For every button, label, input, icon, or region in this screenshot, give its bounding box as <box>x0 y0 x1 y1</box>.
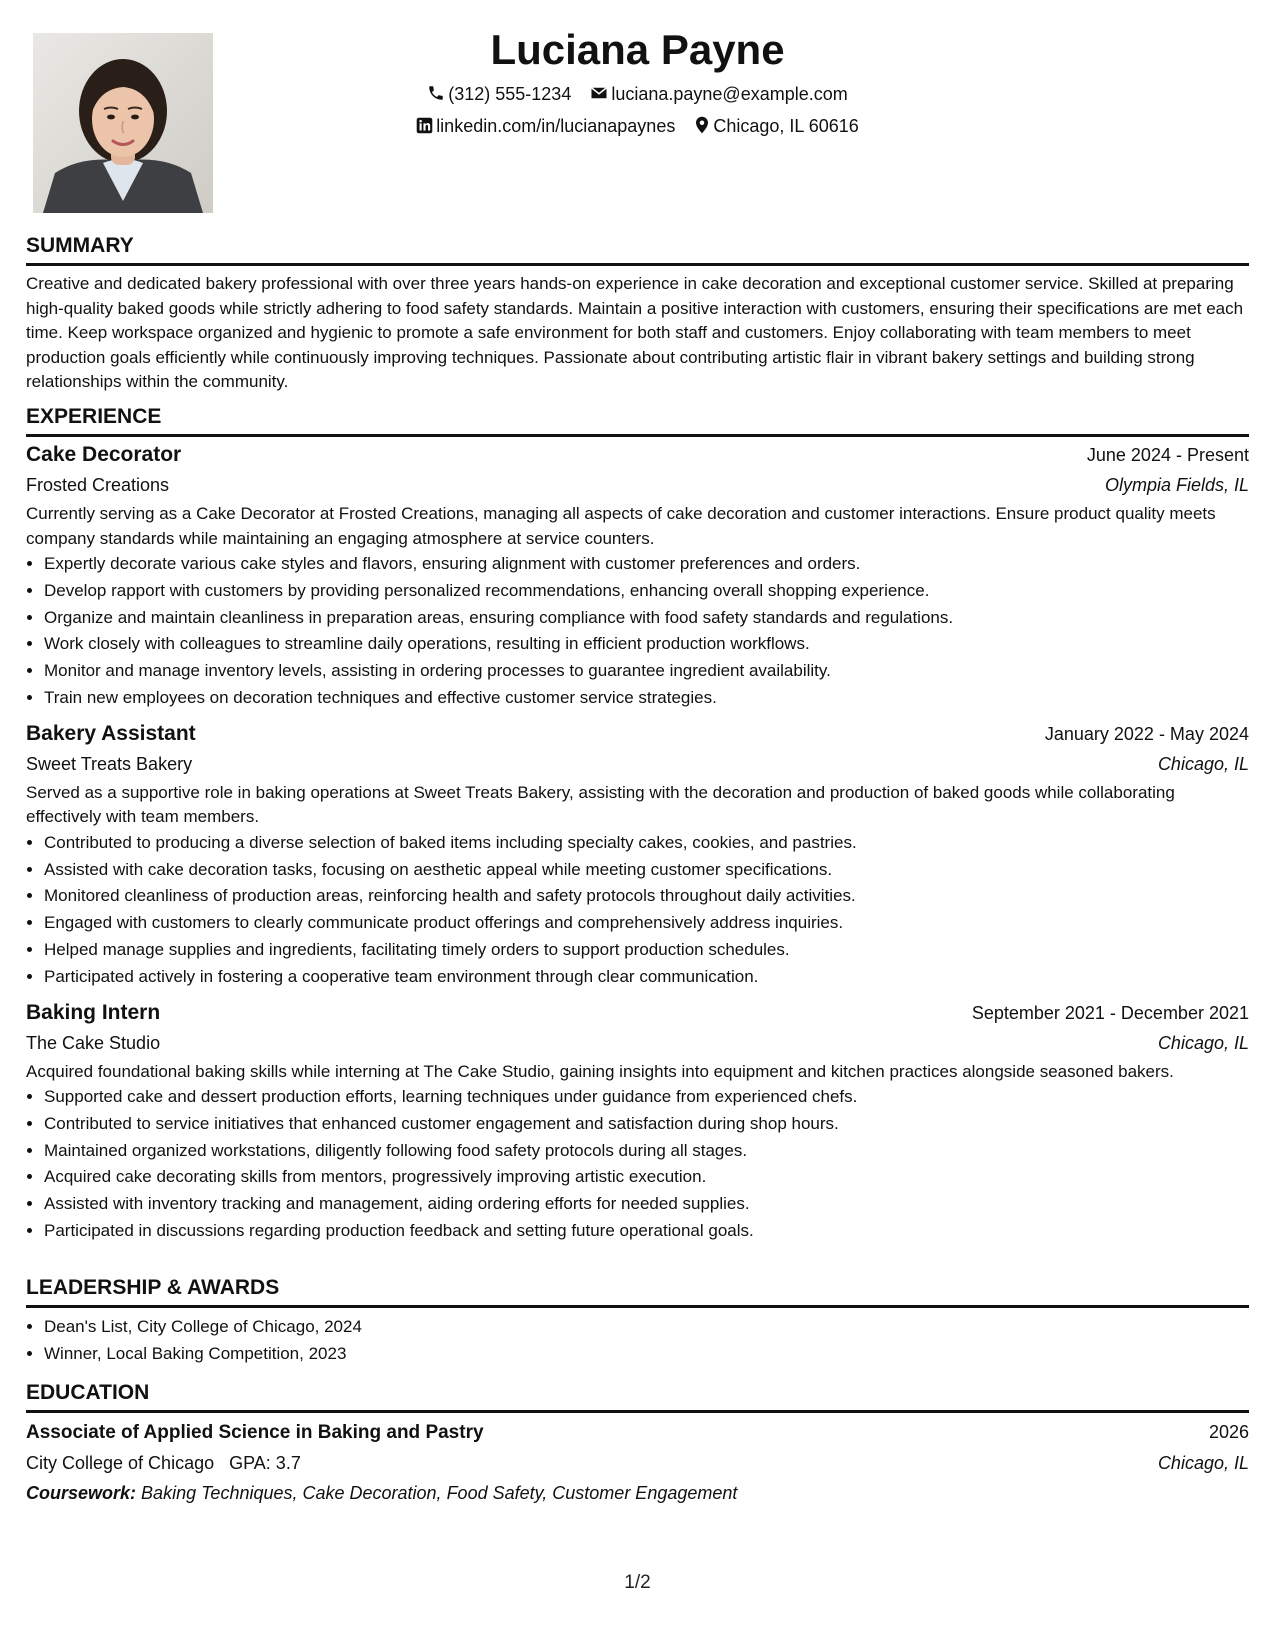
job-bullet: • Acquired cake decorating skills from mentors, progressively improving artistic execution. <box>44 1164 1249 1191</box>
awards-section <box>26 1275 1249 1368</box>
job-bullet: • Assisted with cake decoration tasks, focusing on aesthetic appeal while meeting customer specifications. <box>44 857 1249 884</box>
job-list <box>26 440 1249 1245</box>
job-bullets <box>26 1084 1249 1245</box>
job-header-row <box>26 719 1249 749</box>
job-bullet: • Develop rapport with customers by providing personalized recommendations, enhancing overall shopping experience. <box>44 578 1249 605</box>
school-name: City College of Chicago <box>26 1453 215 1473</box>
job-bullet: • Monitored cleanliness of production areas, reinforcing health and safety protocols throughout daily activities. <box>44 883 1249 910</box>
job-location: Chicago, IL <box>1157 753 1249 774</box>
experience-heading: EXPERIENCE <box>26 404 1249 437</box>
education-row-1 <box>26 1417 1249 1448</box>
job-dates: June 2024 - Present <box>1086 445 1249 465</box>
resume-page <box>26 0 1249 1650</box>
education-heading: EDUCATION <box>26 1380 1249 1413</box>
map-pin-icon <box>694 116 710 134</box>
job-header-row <box>26 998 1249 1028</box>
job-entry <box>26 440 1249 712</box>
job-bullet: • Organize and maintain cleanliness in preparation areas, ensuring compliance with food safety standards and regulations. <box>44 605 1249 632</box>
job-bullets <box>26 830 1249 991</box>
contact-email <box>590 78 847 110</box>
job-bullet: • Participated in discussions regarding production feedback and setting future operational goals. <box>44 1218 1249 1245</box>
awards-list <box>26 1314 1249 1368</box>
job-bullet: • Participated actively in fostering a cooperative team environment through clear communication. <box>44 964 1249 991</box>
job-location: Chicago, IL <box>1157 1032 1249 1053</box>
job-company-row <box>26 470 1249 500</box>
email-link[interactable]: luciana.payne@example.com <box>611 84 848 104</box>
job-entry <box>26 998 1249 1245</box>
job-dates: January 2022 - May 2024 <box>1044 723 1249 744</box>
job-description: Acquired foundational baking skills while interning at The Cake Studio, gaining insights into equipment and kitchen practices alongside seasoned bakers. <box>26 1061 1174 1081</box>
coursework-text: Baking Techniques, Cake Decoration, Food Safety, Customer Engagement <box>141 1483 738 1503</box>
envelope-icon <box>590 84 608 102</box>
job-company-row <box>26 1028 1249 1058</box>
summary-section <box>26 233 1249 395</box>
phone-icon <box>427 84 445 102</box>
job-bullets <box>26 551 1249 712</box>
job-bullet: • Supported cake and dessert production efforts, learning techniques under guidance from experienced chefs. <box>44 1084 1249 1111</box>
job-bullet: • Contributed to service initiatives that enhanced customer engagement and satisfaction during shop hours. <box>44 1111 1249 1138</box>
job-bullet: • Contributed to producing a diverse selection of baked items including specialty cakes, cookies, and pastries. <box>44 830 1249 857</box>
job-location: Olympia Fields, IL <box>1104 475 1249 495</box>
company-name: The Cake Studio <box>26 1032 161 1053</box>
coursework-label: Coursework: <box>26 1483 137 1503</box>
contact-phone <box>427 78 571 110</box>
coursework-line <box>26 1478 1249 1508</box>
job-bullet: • Maintained organized workstations, diligently following food safety protocols during all stages. <box>44 1138 1249 1165</box>
graduation-year: 2026 <box>1208 1422 1249 1442</box>
education-row-2 <box>26 1448 1249 1478</box>
job-bullet: • Train new employees on decoration techniques and effective customer service strategies. <box>44 685 1249 712</box>
school-info <box>26 1448 301 1478</box>
job-company-row <box>26 749 1249 779</box>
job-bullet: • Engaged with customers to clearly communicate product offerings and comprehensively address inquiries. <box>44 910 1249 937</box>
experience-section <box>26 404 1249 1252</box>
job-bullet: • Expertly decorate various cake styles and flavors, ensuring alignment with customer preferences and orders. <box>44 551 1249 578</box>
job-header-row <box>26 440 1249 470</box>
contact-linkedin <box>416 110 675 142</box>
contact-line-2 <box>26 110 1249 142</box>
job-title: Cake Decorator <box>26 443 182 466</box>
job-bullet: • Work closely with colleagues to streamline daily operations, resulting in efficient production workflows. <box>44 631 1249 658</box>
school-location: Chicago, IL <box>1157 1453 1249 1473</box>
award-item: • Winner, Local Baking Competition, 2023 <box>44 1341 1249 1368</box>
company-name: Frosted Creations <box>26 475 170 495</box>
job-description: Served as a supportive role in baking operations at Sweet Treats Bakery, assisting with the decoration and production of baked goods while collaborating effectively with team members. <box>26 782 1175 827</box>
awards-heading: LEADERSHIP & AWARDS <box>26 1275 1249 1308</box>
job-bullet: • Assisted with inventory tracking and management, aiding ordering efforts for needed supplies. <box>44 1191 1249 1218</box>
contact-line-1 <box>26 78 1249 110</box>
job-bullet: • Monitor and manage inventory levels, assisting in ordering processes to guarantee ingredient availability. <box>44 658 1249 685</box>
summary-text: Creative and dedicated bakery professional with over three years hands-on experience in cake decoration and exceptional customer service. Skilled at preparing high-quality baked goods while strictly adhering to food safety standards. Maintain a positive interaction with customers, ensuring their specifications are met each time. Keep workspace organized and hygienic to promote a safe environment for both staff and customers. Enjoy collaborating with team members to meet production goals efficiently while continuously improving techniques. Passionate about contributing artistic flair in vibrant bakery settings and building strong relationships within the community. <box>26 274 1244 391</box>
summary-heading: SUMMARY <box>26 233 1249 266</box>
page-number: 1/2 <box>624 1572 651 1593</box>
gpa: GPA: 3.7 <box>229 1453 301 1473</box>
linkedin-icon <box>416 117 433 134</box>
job-description: Currently serving as a Cake Decorator at Frosted Creations, managing all aspects of cake decoration and customer interactions. Ensure product quality meets company standards while maintaining an engaging atmosphere at service counters. <box>26 504 1216 548</box>
contact-location <box>694 110 858 142</box>
job-title: Baking Intern <box>26 1000 161 1024</box>
degree: Associate of Applied Science in Baking and Pastry <box>26 1422 484 1443</box>
award-item: • Dean's List, City College of Chicago, 2024 <box>44 1314 1249 1341</box>
location-text: Chicago, IL 60616 <box>713 116 859 136</box>
phone-text: (312) 555-1234 <box>448 84 572 104</box>
education-section <box>26 1380 1249 1508</box>
candidate-name: Luciana Payne <box>490 26 785 73</box>
linkedin-link[interactable]: linkedin.com/in/lucianapaynes <box>436 116 676 136</box>
job-title: Bakery Assistant <box>26 721 196 745</box>
job-dates: September 2021 - December 2021 <box>971 1002 1249 1023</box>
job-entry <box>26 719 1249 991</box>
resume-header <box>26 22 1249 142</box>
job-bullet: • Helped manage supplies and ingredients, facilitating timely orders to support production schedules. <box>44 937 1249 964</box>
company-name: Sweet Treats Bakery <box>26 753 193 774</box>
